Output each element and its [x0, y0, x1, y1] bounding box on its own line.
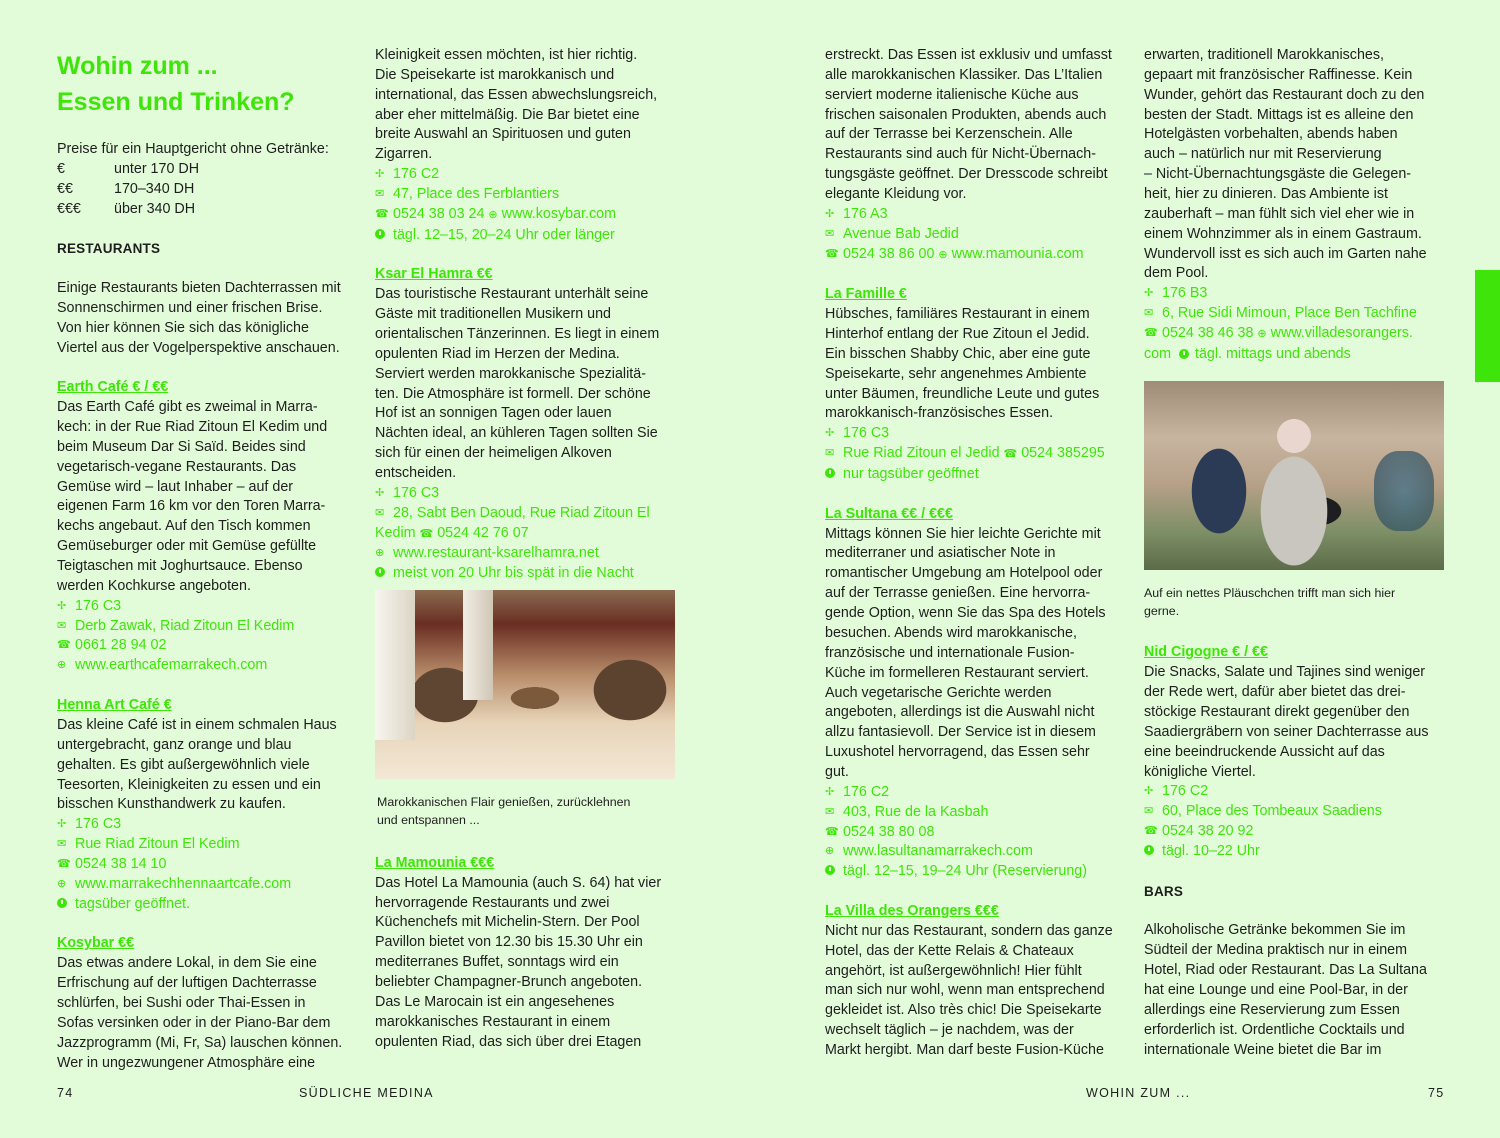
map-pin-icon: ✢ [375, 486, 385, 499]
address: ✉ 28, Sabt Ben Daoud, Rue Riad Zitoun El [375, 504, 675, 524]
running-footer-left: SÜDLICHE MEDINA [299, 1086, 434, 1100]
phone-icon: ☎ [1144, 825, 1158, 838]
map-ref: ✢ 176 C3 [375, 484, 675, 504]
map-ref: ✢ 176 C3 [57, 815, 357, 835]
phone-icon: ☎ [375, 207, 389, 220]
envelope-icon: ✉ [825, 805, 835, 818]
map-pin-icon: ✢ [375, 168, 385, 181]
restaurant-name-kosybar[interactable]: Kosybar €€ [57, 935, 135, 952]
column-4: erwarten, traditionell Marokkanisches, gepaart mit französischer Raffinesse. Kein Wunder, gehört das Restaurant doch zu den besten der Stadt. Mittags ist es alleine den Hotelgästen vorbehalten, abends haben auch – natürlich nur mit Reservierung – Nicht-Übernachtungsgäste die Gelegen- heit, hier zu dinieren. Das Ambiente ist zauberhaft – man fühlt sich viel eher wie in einem Wohnzimmer als in einem Gastraum. Wundervoll isst es sich auch im Garten nahe dem Pool. ✢ 176 B3 ✉ 6, Rue Sidi Mimoun, Place Ben Tachfine ☎ 0524 38 46 38 ⊕ www.villadesorangers. com tägl. mittags und abends Auf ein nettes Pläuschchen trifft man sich hier gerne. Nid Cigogne € / €€ Die Snacks, Salate und Tajines sind weniger der Rede wert, dafür aber bietet das drei- stöckige Restaurant direkt gegenüber den Saadiergräbern von seiner Dachterrasse aus eine beeindruckende Aussicht auf das königliche Viertel. ✢ 176 C2 ✉ 60, Place des Tombeaux Saadiens ☎ 0524 38 20 92 tägl. 10–22 Uhr BARS Alkoholische Getränke bekommen Sie im Südteil der Medina praktisch nur in einem Hotel, Riad oder Restaurant. Das La Sultana hat eine Lounge und eine Pool-Bar, in der allerdings eine Reservierung zum Essen erforderlich ist. Ordentliche Cocktails und internationale Weine bietet die Bar im [1144, 46, 1444, 1060]
page-number-left: 74 [57, 1086, 74, 1100]
website-link[interactable]: ⊕ www.lasultanamarrakech.com [825, 842, 1125, 862]
restaurant-name-earth-cafe[interactable]: Earth Café € / €€ [57, 379, 169, 396]
map-pin-icon: ✢ [57, 818, 67, 831]
map-pin-icon: ✢ [825, 207, 835, 220]
address-and-phone: ✉ Rue Riad Zitoun el Jedid ☎ 0524 385295 [825, 444, 1125, 465]
website-link[interactable]: www.mamounia.com [951, 245, 1084, 262]
globe-icon: ⊕ [57, 877, 67, 890]
photo-couple-cafe [1144, 381, 1444, 570]
photo-riad-courtyard [375, 590, 675, 779]
column-1: Wohin zum ... Essen und Trinken? Preise für ein Hauptgericht ohne Getränke: € unter 170 DH €€ 170–340 DH €€€ über 340 DH RESTAURANTS Einige Restaurants bieten Dachterrassen mit Sonnenschirmen und einer frischen Brise. Von hier können Sie sich das königliche Viertel aus der Vogelperspektive anschauen. Earth Café € / €€ Das Earth Café gibt es zweimal in Marra- kech: in der Rue Riad Zitoun El Kedim und beim Museum Dar Si Saïd. Beides sind vegetarisch-vegane Restaurants. Das Gemüse wird – laut Inhaber – auf der eigenen Farm 16 km vor den Toren Marra- kechs angebaut. Auf den Tisch kommen Gemüseburger oder mit Gemüse gefüllte Teigtaschen mit Joghurtsauce. Ebenso werden Kochkurse angeboten. ✢ 176 C3 ✉ Derb Zawak, Riad Zitoun El Kedim ☎ 0661 28 94 02 ⊕ www.earthcafemarrakech.com Henna Art Café € Das kleine Café ist in einem schmalen Haus untergebracht, ganz orange und blau gehalten. Es gibt außergewöhnlich viele Teesorten, Kleinigkeiten zu essen und ein bisschen Kunsthandwerk zu kaufen. ✢ 176 C3 ✉ Rue Riad Zitoun El Kedim ☎ 0524 38 14 10 ⊕ www.marrakechhennaartcafe.com tagsüber geöffnet. Kosybar €€ Das etwas andere Lokal, in dem Sie eine Erfrischung auf der luftigen Dachterrasse schlürfen, bei Sushi oder Thai-Essen in Sofas versinken oder in der Piano-Bar dem Jazzprogramm (Mi, Fr, Sa) lauschen können. Wer in ungezwungener Atmosphäre eine [57, 46, 357, 1073]
price-row: €€€ über 340 DH [57, 200, 196, 217]
clock-icon [1144, 845, 1154, 855]
website-link[interactable]: ⊕ www.marrakechhennaartcafe.com [57, 875, 357, 895]
map-ref: ✢ 176 C3 [57, 597, 357, 617]
map-ref: ✢ 176 C2 [1144, 782, 1444, 802]
website-link[interactable]: www.kosybar.com [501, 205, 617, 222]
address: ✉ Derb Zawak, Riad Zitoun El Kedim [57, 617, 357, 637]
envelope-icon: ✉ [57, 619, 67, 632]
restaurant-name-henna-art-cafe[interactable]: Henna Art Café € [57, 697, 172, 714]
opening-hours: nur tagsüber geöffnet [825, 465, 1125, 485]
section-heading-restaurants: RESTAURANTS [57, 241, 161, 257]
phone-icon: ☎ [57, 857, 71, 870]
restaurant-name-la-villa-des-orangers[interactable]: La Villa des Orangers €€€ [825, 902, 999, 919]
opening-hours: tägl. 12–15, 19–24 Uhr (Reservierung) [825, 862, 1125, 882]
globe-icon: ⊕ [57, 659, 67, 672]
restaurant-name-ksar-el-hamra[interactable]: Ksar El Hamra €€ [375, 266, 493, 283]
address-and-phone: Kedim ☎ 0524 42 76 07 [375, 524, 529, 541]
phone-icon: ☎ [419, 527, 434, 540]
address: ✉ 47, Place des Ferblantiers [375, 185, 675, 205]
globe-icon: ⊕ [825, 845, 835, 858]
clock-icon [375, 229, 385, 239]
web-and-hours: com tägl. mittags und abends [1144, 345, 1351, 362]
price-row: €€ 170–340 DH [57, 180, 195, 197]
map-ref: ✢ 176 C2 [375, 165, 675, 185]
opening-hours: tägl. 12–15, 20–24 Uhr oder länger [375, 226, 675, 246]
address: ✉ Avenue Bab Jedid [825, 225, 1125, 245]
map-pin-icon: ✢ [1144, 287, 1154, 300]
envelope-icon: ✉ [825, 227, 835, 240]
envelope-icon: ✉ [375, 188, 385, 201]
map-pin-icon: ✢ [825, 427, 835, 440]
map-pin-icon: ✢ [1144, 785, 1154, 798]
map-pin-icon: ✢ [57, 599, 67, 612]
map-ref: ✢ 176 B3 [1144, 284, 1444, 304]
page-number-right: 75 [1428, 1086, 1445, 1100]
price-intro: Preise für ein Hauptgericht ohne Getränke: [57, 141, 329, 157]
phone-icon: ☎ [57, 639, 71, 652]
page-title: Wohin zum ... Essen und Trinken? [57, 52, 295, 116]
clock-icon [375, 567, 385, 577]
website-link[interactable]: ⊕ www.earthcafemarrakech.com [57, 656, 357, 676]
envelope-icon: ✉ [57, 838, 67, 851]
phone-icon: ☎ [825, 825, 839, 838]
globe-icon: ⊕ [488, 208, 498, 221]
opening-hours: meist von 20 Uhr bis spät in die Nacht [375, 564, 675, 584]
map-ref: ✢ 176 C3 [825, 424, 1125, 444]
column-2: Kleinigkeit essen möchten, ist hier richtig. Die Speisekarte ist marokkanisch und international, das Essen abwechslungsreich, aber eher mittelmäßig. Die Bar bietet eine breite Auswahl an Spirituosen und guten Zigarren. ✢ 176 C2 ✉ 47, Place des Ferblantiers ☎ 0524 38 03 24 ⊕ www.kosybar.com tägl. 12–15, 20–24 Uhr oder länger Ksar El Hamra €€ Das touristische Restaurant unterhält seine Gäste mit traditionellen Musikern und orientalischen Tänzerinnen. Es liegt in einem opulenten Riad im Herzen der Medina. Serviert werden marokkanische Spezialitä- ten. Die Atmosphäre ist formell. Der schöne Hof ist an sonnigen Tagen oder lauen Nächten ideal, an kühleren Tagen sollten Sie sich für einen der heimeligen Alkoven entscheiden. ✢ 176 C3 ✉ 28, Sabt Ben Daoud, Rue Riad Zitoun El Kedim ☎ 0524 42 76 07 ⊕ www.restaurant-ksarelhamra.net meist von 20 Uhr bis spät in die Nacht Marokkanischen Flair genießen, zurücklehnen und entspannen ... La Mamounia €€€ Das Hotel La Mamounia (auch S. 64) hat vier hervorragende Restaurants und zwei Küchenchefs mit Michelin-Stern. Der Pool Pavillon bietet von 12.30 bis 15.30 Uhr ein mediterranes Buffet, sonntags wird ein beliebter Champagner-Brunch angeboten. Das Le Marocain ist ein angesehenes marokkanisches Restaurant in einem opulenten Riad, das sich über drei Etagen [375, 46, 675, 1052]
phone: ☎ 0524 38 20 92 [1144, 822, 1444, 842]
phone: ☎ 0524 38 14 10 [57, 855, 357, 875]
phone-icon: ☎ [1003, 448, 1018, 461]
price-row: € unter 170 DH [57, 160, 200, 177]
website-link[interactable]: www.villadesorangers. [1270, 325, 1413, 342]
earth-text: Das Earth Café gibt es zweimal in Marra- kech: in der Rue Riad Zitoun El Kedim und beim Museum Dar Si Saïd. Beides sind vegetarisch-vegane Restaurants. Das Gemüse wird – laut Inhaber – auf der eigenen Farm 16 km vor den Toren Marra- kechs angebaut. Auf den Tisch kommen Gemüseburger oder mit Gemüse gefüllte Teigtaschen mit Joghurtsauce. Ebenso werden Kochkurse angeboten. [57, 399, 328, 594]
column-3: erstreckt. Das Essen ist exklusiv und umfasst alle marokkanischen Klassiker. Das L’Italien serviert moderne italienische Küche aus frischen saisonalen Produkten, abends auch auf der Terrasse bei Kerzenschein. Alle Restaurants sind auch für Nicht-Übernach- tungsgäste geöffnet. Der Dresscode schreibt elegante Kleidung vor. ✢ 176 A3 ✉ Avenue Bab Jedid ☎ 0524 38 86 00 ⊕ www.mamounia.com La Famille € Hübsches, familiäres Restaurant in einem Hinterhof entlang der Rue Zitoun el Jedid. Ein bisschen Shabby Chic, aber eine gute Speisekarte, sehr angenehmes Ambiente unter Bäumen, freundliche Leute und gutes marokkanisch-französisches Essen. ✢ 176 C3 ✉ Rue Riad Zitoun el Jedid ☎ 0524 385295 nur tagsüber geöffnet La Sultana €€ / €€€ Mittags können Sie hier leichte Gerichte mit mediterraner und asiatischer Note in romantischer Umgebung am Hotelpool oder auf der Terrasse genießen. Eine hervorra- gende Option, wenn Sie das Spa des Hotels besuchen. Abends wird marokkanische, französische und internationale Fusion- Küche im formelleren Restaurant serviert. Auch vegetarische Gerichte werden angeboten, allerdings ist die Auswahl nicht allzu fantasievoll. Der Service ist in diesem Luxushotel hervorragend, das Essen sehr gut. ✢ 176 C2 ✉ 403, Rue de la Kasbah ☎ 0524 38 80 08 ⊕ www.lasultanamarrakech.com tägl. 12–15, 19–24 Uhr (Reservierung) La Villa des Orangers €€€ Nicht nur das Restaurant, sondern das ganze Hotel, das der Kette Relais & Chateaux angehört, ist außergewöhnlich! Hier fühlt man sich nur wohl, wenn man entsprechend gekleidet ist. Also très chic! Die Speisekarte wechselt täglich – je nachdem, was der Markt hergibt. Man darf beste Fusion-Küche [825, 46, 1125, 1061]
address: ✉ 403, Rue de la Kasbah [825, 803, 1125, 823]
address: ✉ 60, Place des Tombeaux Saadiens [1144, 802, 1444, 822]
phone-and-web: ☎ 0524 38 86 00 ⊕ www.mamounia.com [825, 245, 1125, 266]
clock-icon [57, 898, 67, 908]
globe-icon: ⊕ [938, 248, 948, 261]
address: ✉ Rue Riad Zitoun El Kedim [57, 835, 357, 855]
map-ref: ✢ 176 C2 [825, 783, 1125, 803]
envelope-icon: ✉ [825, 447, 835, 460]
website-link[interactable]: ⊕ www.restaurant-ksarelhamra.net [375, 544, 675, 564]
chapter-tab [1475, 270, 1500, 382]
clock-icon [825, 865, 835, 875]
website-link[interactable]: com [1144, 345, 1172, 362]
phone: ☎ 0524 38 80 08 [825, 823, 1125, 843]
address: ✉ 6, Rue Sidi Mimoun, Place Ben Tachfine [1144, 304, 1444, 324]
opening-hours: tagsüber geöffnet. [57, 895, 357, 915]
envelope-icon: ✉ [375, 506, 385, 519]
globe-icon: ⊕ [1257, 328, 1267, 341]
globe-icon: ⊕ [375, 547, 385, 560]
map-pin-icon: ✢ [825, 785, 835, 798]
phone-icon: ☎ [1144, 327, 1158, 340]
restaurant-name-la-mamounia[interactable]: La Mamounia €€€ [375, 854, 495, 871]
photo-caption: Auf ein nettes Pläuschchen trifft man sich hier gerne. [1144, 585, 1396, 618]
photo-caption: Marokkanischen Flair genießen, zurücklehnen und entspannen ... [377, 795, 631, 827]
phone-and-web: ☎ 0524 38 46 38 ⊕ www.villadesorangers. [1144, 324, 1444, 345]
opening-hours: tägl. 10–22 Uhr [1144, 842, 1444, 862]
phone-and-web: ☎ 0524 38 03 24 ⊕ www.kosybar.com [375, 205, 675, 226]
envelope-icon: ✉ [1144, 307, 1154, 320]
phone-icon: ☎ [825, 247, 839, 260]
restaurant-name-la-famille[interactable]: La Famille € [825, 286, 907, 303]
phone: ☎ 0661 28 94 02 [57, 636, 357, 656]
section-heading-bars: BARS [1144, 883, 1184, 899]
restaurant-name-nid-cigogne[interactable]: Nid Cigogne € / €€ [1144, 644, 1268, 661]
clock-icon [825, 468, 835, 478]
clock-icon [1179, 349, 1189, 359]
envelope-icon: ✉ [1144, 805, 1154, 818]
running-footer-right: WOHIN ZUM ... [1086, 1086, 1191, 1100]
restaurant-name-la-sultana[interactable]: La Sultana €€ / €€€ [825, 505, 953, 522]
map-ref: ✢ 176 A3 [825, 205, 1125, 225]
